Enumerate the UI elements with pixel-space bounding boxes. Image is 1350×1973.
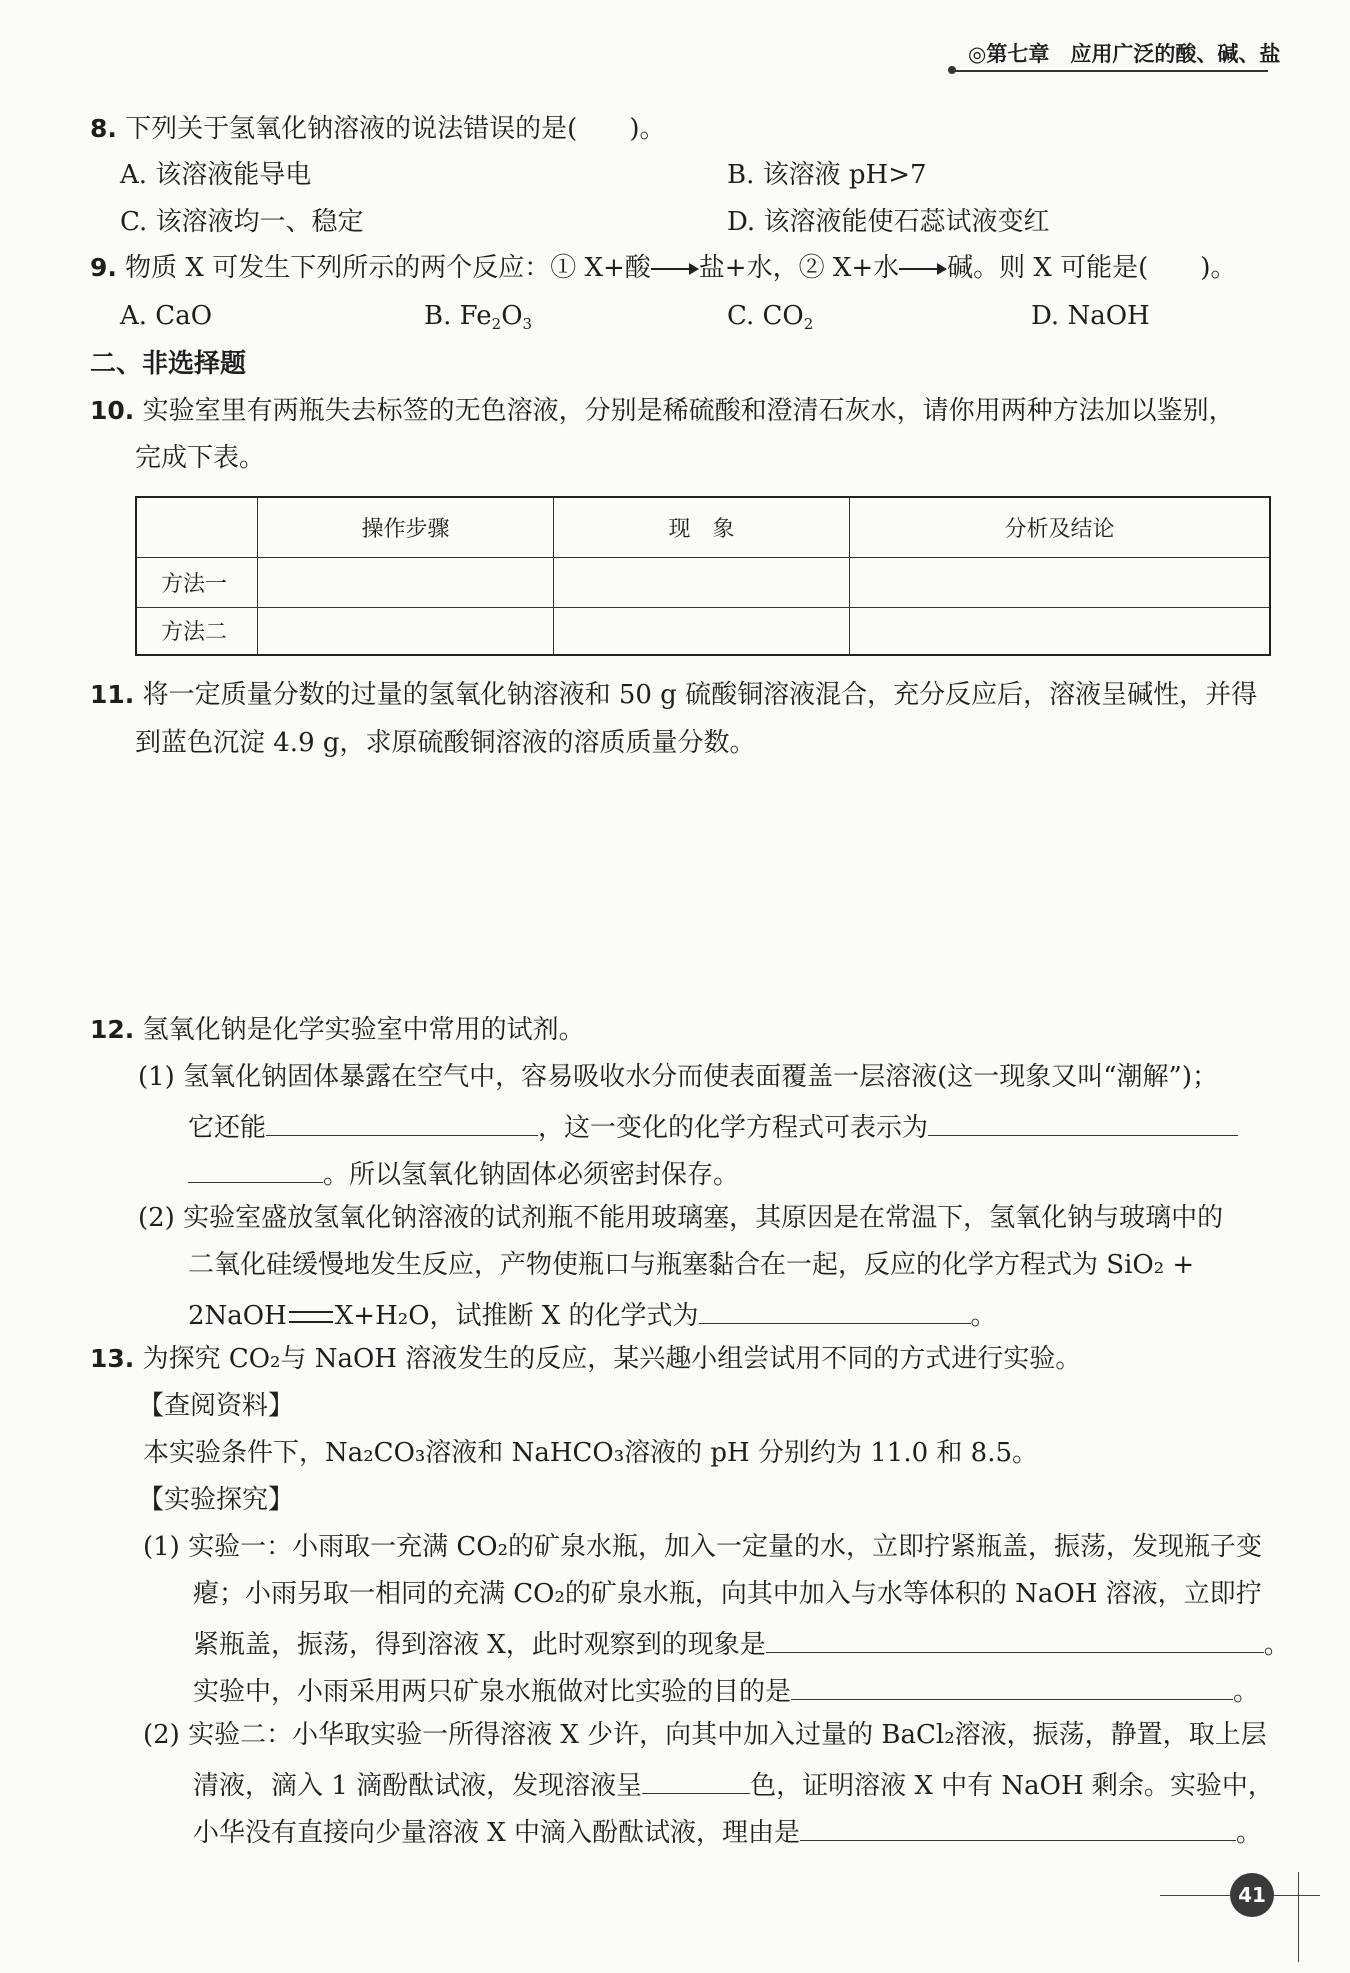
question-11-line1: 11. 将一定质量分数的过量的氢氧化钠溶液和 50 g 硫酸铜溶液混合，充分反应后，溶液呈碱性，并得 — [90, 680, 1258, 710]
question-9-stem-part2: 盐+水，② X+水 — [698, 253, 900, 283]
question-10-number: 10. — [90, 396, 135, 425]
page-number: 41 — [1230, 1873, 1274, 1917]
footer-vertical-rule — [1298, 1872, 1299, 1962]
chapter-header: ◎第七章 应用广泛的酸、碱、盐 — [968, 42, 1281, 66]
question-8-option-b: B. 该溶液 pH>7 — [727, 160, 927, 190]
answer-blank[interactable] — [791, 1671, 1233, 1700]
question-12-part1-line3: 。所以氢氧化钠固体必须密封保存。 — [188, 1154, 739, 1192]
question-12-part2-line1: (2) 实验室盛放氢氧化钠溶液的试剂瓶不能用玻璃塞，其原因是在常温下，氢氧化钠与玻璃中的 — [138, 1203, 1224, 1233]
question-12-part2-line3: 2NaOH X+H₂O，试推断 X 的化学式为 。 — [188, 1295, 997, 1333]
question-12-part1-line2: 它还能 ，这一变化的化学方程式可表示为 — [188, 1107, 1238, 1145]
answer-blank[interactable] — [766, 1624, 1264, 1653]
question-12-stem: 氢氧化钠是化学实验室中常用的试剂。 — [142, 1015, 585, 1045]
question-9-stem-part3: 碱。则 X 可能是( )。 — [947, 253, 1237, 283]
question-13-stem: 为探究 CO₂与 NaOH 溶液发生的反应，某兴趣小组尝试用不同的方式进行实验。 — [142, 1344, 1082, 1374]
table-header-empty — [136, 497, 258, 557]
table-cell-blank[interactable] — [258, 607, 554, 655]
question-12 — [90, 1013, 585, 1047]
table-cell-blank[interactable] — [554, 557, 850, 607]
header-rule — [950, 70, 1268, 72]
reaction-arrow-icon — [899, 262, 947, 276]
header-rule-dot — [948, 66, 956, 74]
question-9-option-b: B. $Fe_2O_3$ — [424, 301, 533, 333]
experiment-1-line1: (1) 实验一：小雨取一充满 CO₂的矿泉水瓶，加入一定量的水，立即拧紧瓶盖，振荡，发现瓶子变 — [143, 1532, 1262, 1562]
question-9-number: 9. — [90, 253, 117, 282]
question-8-stem: 下列关于氢氧化钠溶液的说法错误的是( )。 — [125, 114, 666, 144]
answer-blank[interactable] — [266, 1107, 538, 1136]
experiment-2-line2: 清液，滴入 1 滴酚酞试液，发现溶液呈 色，证明溶液 X 中有 NaOH 剩余。实验中， — [193, 1765, 1274, 1803]
experiment-2-line1: (2) 实验二：小华取实验一所得溶液 X 少许，向其中加入过量的 BaCl₂溶液，振荡，静置，取上层 — [143, 1720, 1267, 1750]
section-heading: 二、非选择题 — [90, 349, 247, 379]
question-13-number: 13. — [90, 1344, 135, 1373]
equals-sign-icon — [289, 1311, 333, 1323]
question-13 — [90, 1342, 1081, 1376]
identification-table — [135, 496, 1271, 656]
experiment-2-line3: 小华没有直接向少量溶液 X 中滴入酚酞试液，理由是 。 — [193, 1812, 1262, 1850]
heading-reference-materials: 【查阅资料】 — [138, 1391, 295, 1421]
heading-experiment: 【实验探究】 — [138, 1485, 295, 1515]
question-10-line1: 10. 实验室里有两瓶失去标签的无色溶液，分别是稀硫酸和澄清石灰水，请你用两种方法加以鉴别， — [90, 396, 1235, 426]
question-12-part1-line1: (1) 氢氧化钠固体暴露在空气中，容易吸收水分而使表面覆盖一层溶液(这一现象又叫“潮解”)； — [138, 1062, 1218, 1092]
table-header-steps: 操作步骤 — [258, 497, 554, 557]
table-row-label: 方法二 — [136, 607, 258, 655]
question-8-option-c: C. 该溶液均一、稳定 — [120, 207, 364, 237]
question-8-option-d: D. 该溶液能使石蕊试液变红 — [727, 207, 1050, 237]
table-row — [136, 557, 1270, 607]
experiment-1-line3: 紧瓶盖，振荡，得到溶液 X，此时观察到的现象是 。 — [193, 1624, 1290, 1662]
question-9 — [90, 251, 1236, 285]
table-cell-blank[interactable] — [554, 607, 850, 655]
question-9-option-a: A. CaO — [120, 301, 213, 331]
table-row — [136, 607, 1270, 655]
table-header-conclusion: 分析及结论 — [850, 497, 1271, 557]
question-8-option-a: A. 该溶液能导电 — [120, 160, 312, 190]
question-9-option-d: D. NaOH — [1031, 301, 1150, 331]
answer-blank[interactable] — [800, 1812, 1236, 1841]
question-9-option-c: C. $CO_2$ — [727, 301, 814, 333]
question-9-stem-part1: 物质 X 可发生下列所示的两个反应：① X+酸 — [125, 253, 651, 283]
table-cell-blank[interactable] — [850, 557, 1271, 607]
answer-blank[interactable] — [642, 1765, 750, 1794]
answer-blank[interactable] — [699, 1295, 971, 1324]
table-header-phenomenon: 现 象 — [554, 497, 850, 557]
reference-info: 本实验条件下，Na₂CO₃溶液和 NaHCO₃溶液的 pH 分别约为 11.0 和 8.5。 — [143, 1438, 1039, 1468]
answer-blank[interactable] — [188, 1154, 323, 1183]
question-10-line2: 完成下表。 — [135, 443, 266, 473]
table-header-row — [136, 497, 1270, 557]
reaction-arrow-icon — [651, 262, 699, 276]
question-11-line2: 到蓝色沉淀 4.9 g，求原硫酸铜溶液的溶质质量分数。 — [135, 728, 756, 758]
answer-blank[interactable] — [928, 1107, 1238, 1136]
experiment-1-line4: 实验中，小雨采用两只矿泉水瓶做对比实验的目的是 。 — [193, 1671, 1259, 1709]
question-8 — [90, 112, 665, 146]
question-12-part2-line2: 二氧化硅缓慢地发生反应，产物使瓶口与瓶塞黏合在一起，反应的化学方程式为 SiO₂ + — [188, 1250, 1195, 1280]
experiment-1-line2: 瘪；小雨另取一相同的充满 CO₂的矿泉水瓶，向其中加入与水等体积的 NaOH 溶液，立即拧 — [193, 1579, 1262, 1609]
question-11-number: 11. — [90, 680, 135, 709]
question-12-number: 12. — [90, 1015, 135, 1044]
table-row-label: 方法一 — [136, 557, 258, 607]
question-8-number: 8. — [90, 114, 117, 143]
table-cell-blank[interactable] — [258, 557, 554, 607]
table-cell-blank[interactable] — [850, 607, 1271, 655]
